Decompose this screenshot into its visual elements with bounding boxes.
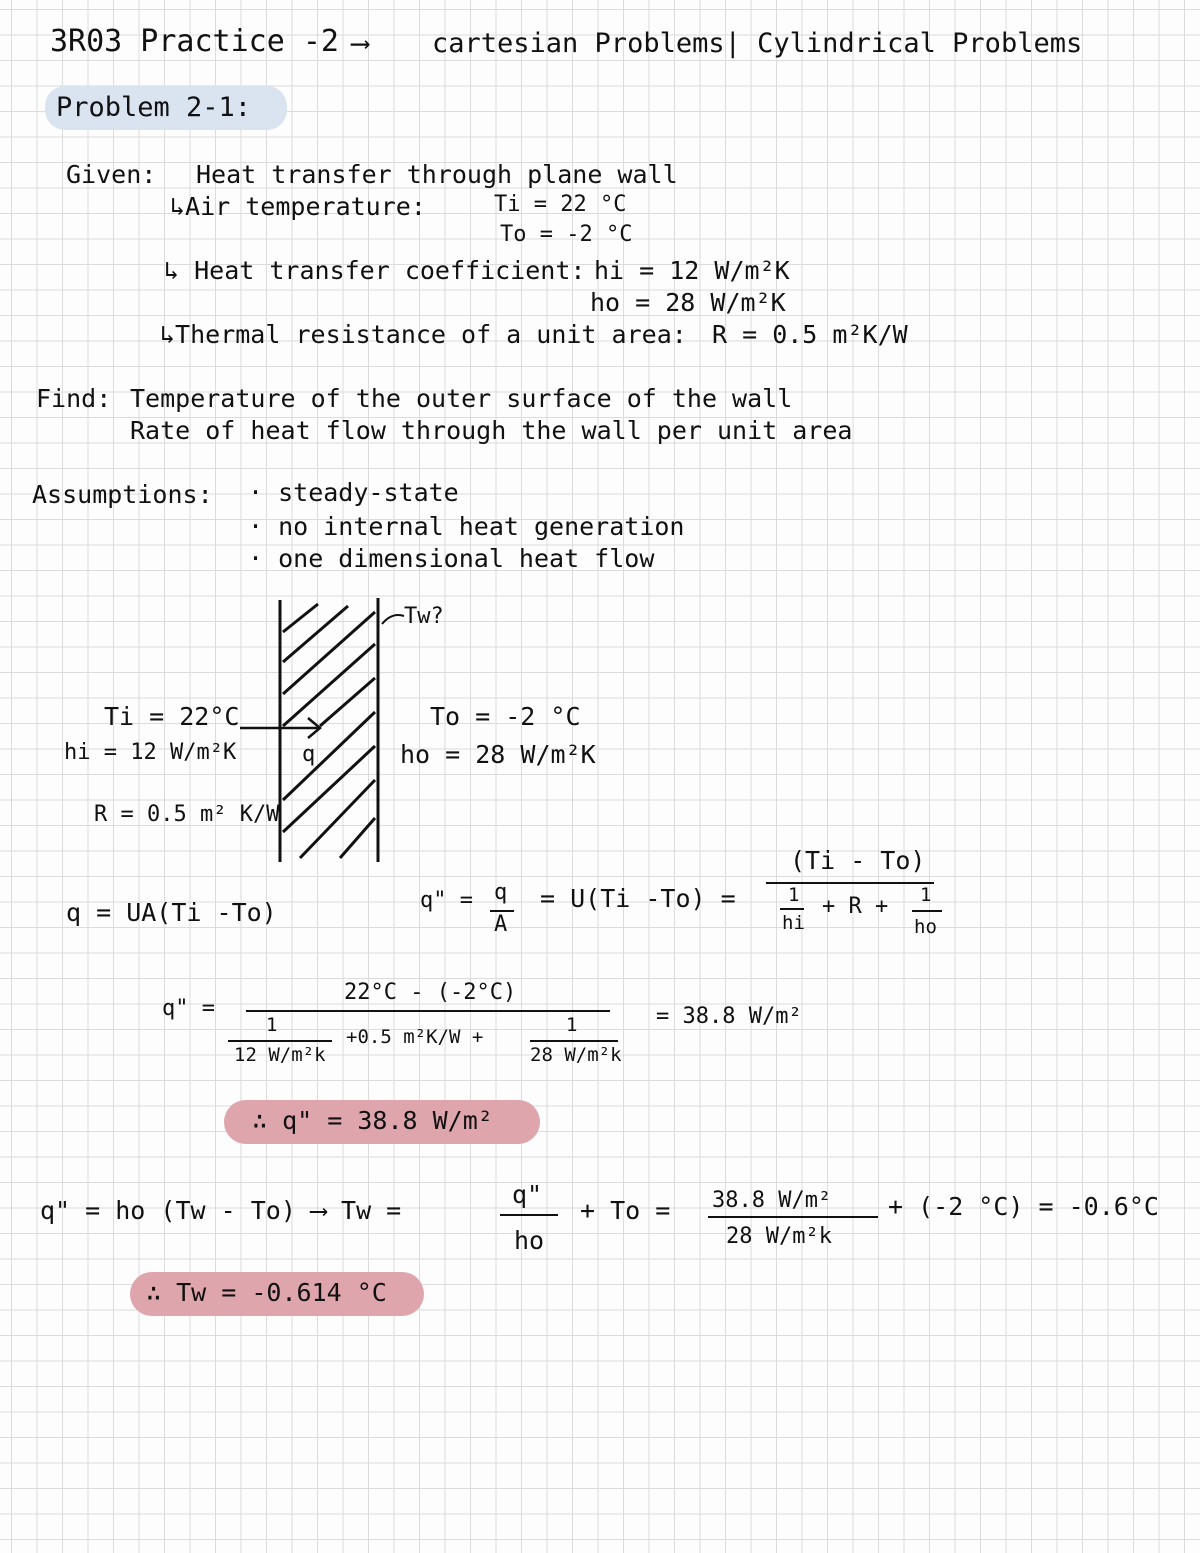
given-ti: Ti = 22 °C: [494, 192, 627, 217]
tw-pointer: [382, 615, 404, 624]
eq-tw-plus: + To =: [580, 1196, 671, 1225]
eq-q-ua: q = UA(Ti -To): [66, 898, 277, 927]
eq-frac-den-a-bar: [780, 908, 804, 910]
eq-frac-den-b-num: 1: [920, 884, 932, 906]
eq-tw-num: 38.8 W/m²: [712, 1188, 832, 1213]
eq-tw-result: + (-2 °C) = -0.6°C: [888, 1192, 1159, 1221]
eq-sub-lhs: q" =: [162, 996, 215, 1021]
eq-tw-frac-den: ho: [514, 1226, 545, 1255]
page-subtitle: cartesian Problems| Cylindrical Problems: [432, 28, 1083, 59]
eq-q-over-a-num: q: [494, 880, 508, 905]
eq-q-over-a-den: A: [494, 912, 508, 937]
find-line-1: Temperature of the outer surface of the wall: [130, 384, 793, 413]
eq-frac-den-mid: + R +: [822, 894, 889, 919]
diagram-ti: Ti = 22°C: [104, 702, 240, 731]
assumption-item: · steady-state: [248, 478, 459, 507]
diagram-flux-symbol: q: [302, 742, 316, 767]
eq-sub-d2-num: 1: [566, 1014, 578, 1036]
wall-hatching: [283, 604, 375, 858]
answer-2: ∴ Tw = -0.614 °C: [146, 1278, 387, 1307]
diagram-r: R = 0.5 m² K/W: [94, 802, 280, 827]
given-line: Heat transfer through plane wall: [196, 160, 678, 189]
eq-frac-den-a-num: 1: [788, 884, 800, 906]
eq-sub-result: = 38.8 W/m²: [656, 1004, 802, 1029]
eq-tw: q" = ho (Tw - To) ⟶ Tw =: [40, 1196, 402, 1225]
eq-frac-num: (Ti - To): [790, 846, 926, 875]
eq-sub-bar: [246, 1010, 610, 1012]
eq-sub-d1-den: 12 W/m²k: [234, 1044, 326, 1066]
eq-sub-d1-num: 1: [266, 1014, 278, 1036]
eq-tw-den: 28 W/m²k: [726, 1224, 832, 1249]
eq-frac-den-b-bar: [912, 910, 942, 912]
resistance-label: ↳Thermal resistance of a unit area:: [160, 320, 687, 349]
find-line-2: Rate of heat flow through the wall per unit area: [130, 416, 853, 445]
eq-qflux-lhs: q" =: [420, 888, 473, 913]
eq-frac-den-b-den: ho: [914, 916, 937, 938]
assumptions-label: Assumptions:: [32, 480, 213, 509]
htc-label: ↳ Heat transfer coefficient:: [164, 256, 586, 285]
given-ho: ho = 28 W/m²K: [590, 288, 786, 317]
answer-1: ∴ q" = 38.8 W/m²: [252, 1106, 493, 1135]
eq-sub-d2-den: 28 W/m²k: [530, 1044, 622, 1066]
eq-frac-den-a-den: hi: [782, 912, 805, 934]
air-temp-label: ↳Air temperature:: [170, 192, 426, 221]
assumption-item: · no internal heat generation: [248, 512, 685, 541]
given-label: Given:: [66, 160, 157, 189]
assumption-item: · one dimensional heat flow: [248, 544, 655, 573]
eq-tw-frac-num: q": [512, 1180, 543, 1209]
eq-tw-bar: [708, 1216, 878, 1218]
diagram-to: To = -2 °C: [430, 702, 581, 731]
eq-sub-d1-bar: [228, 1040, 332, 1042]
given-to: To = -2 °C: [500, 222, 633, 247]
page-title: 3R03 Practice -2: [50, 24, 339, 59]
diagram-tw-label: Tw?: [404, 604, 444, 629]
eq-sub-mid: +0.5 m²K/W +: [346, 1026, 484, 1048]
given-r: R = 0.5 m²K/W: [712, 320, 908, 349]
eq-sub-num: 22°C - (-2°C): [344, 980, 517, 1005]
given-hi: hi = 12 W/m²K: [594, 256, 790, 285]
eq-tw-frac-bar: [500, 1214, 558, 1216]
eq-u-expr: = U(Ti -To) =: [540, 884, 736, 913]
header-arrow: ⟶: [352, 28, 369, 59]
diagram-hi: hi = 12 W/m²K: [64, 740, 237, 765]
problem-label: Problem 2-1:: [56, 92, 252, 123]
diagram-ho: ho = 28 W/m²K: [400, 740, 596, 769]
find-label: Find:: [36, 384, 112, 413]
eq-sub-d2-bar: [530, 1040, 618, 1042]
